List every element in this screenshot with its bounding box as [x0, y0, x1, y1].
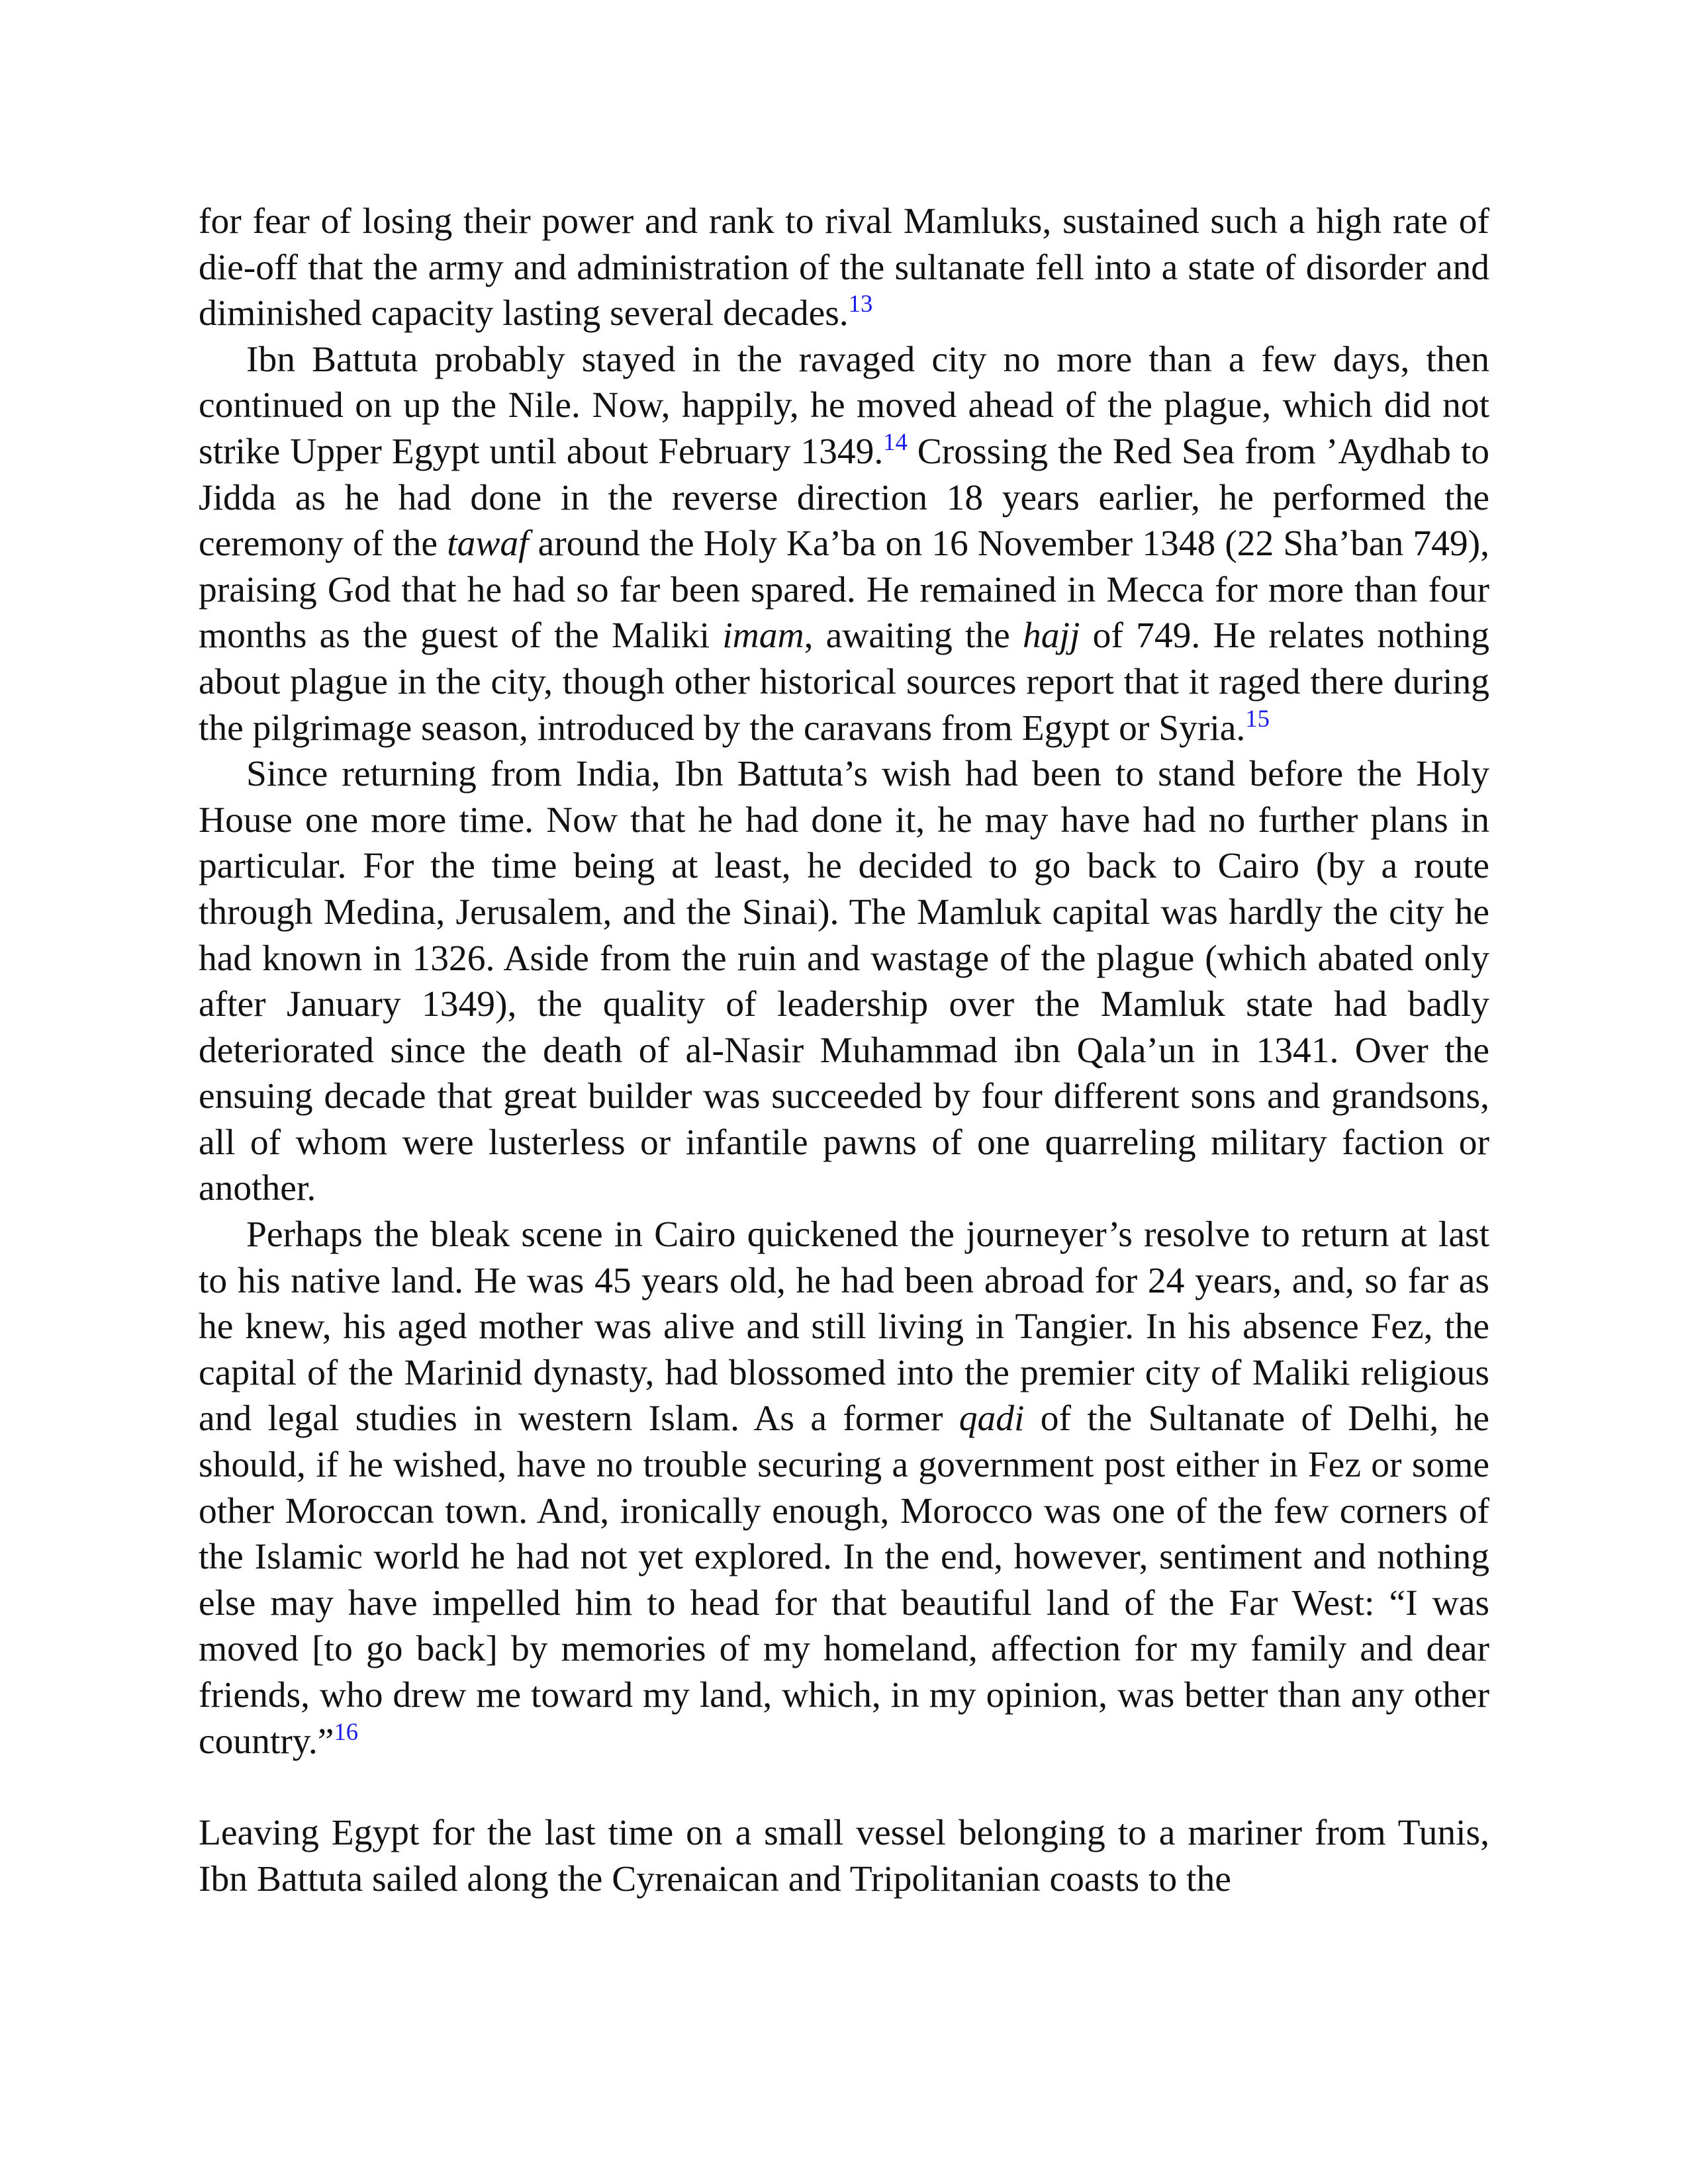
- footnote-ref-15[interactable]: 15: [1245, 704, 1270, 732]
- italic-term: tawaf: [447, 523, 529, 565]
- paragraph-continuation: [199, 199, 1489, 337]
- text-run: Crossing the Red Sea from ’Aydhab to Jidda as he had done in the reverse direction 18 years earlier, he performed the ceremony of the: [199, 431, 1490, 565]
- paragraph-mecca: [199, 337, 1489, 751]
- text-run: of 749. He relates nothing about plague in the city, though other historical sources report that it raged there during the pilgrimage season, introduced by the caravans from Egypt or Syria.: [199, 615, 1489, 749]
- text-run: around the Holy Ka’ba on 16 November 1348 (22 Sha’ban 749), praising God that he had so far been spared. He remained in Mecca for more than four months as the guest of the Maliki: [199, 523, 1490, 657]
- italic-term: hajj: [1023, 615, 1080, 657]
- text-run: Since returning from India, Ibn Battuta’s wish had been to stand before the Holy House one more time. Now that he had done it, he may have had no further plans in particular. For the time being at least, he decided to go back to Cairo (by a route through Medina, Jerusalem, and the Sinai). The Mamluk capital was hardly the city he had known in 1326. Aside from the ruin and wastage of the plague (which abated only after January 1349), the quality of leadership over the Mamluk state had badly deteriorated since the death of al-Nasir Muhammad ibn Qala’un in 1341. Over the ensuing decade that great builder was succeeded by four different sons and grandsons, all of whom were lusterless or infantile pawns of one quarreling military faction or another.: [199, 754, 1489, 1209]
- text-run: Ibn Battuta probably stayed in the ravaged city no more than a few days, then continued on up the Nile. Now, happily, he moved ahead of the plague, which did not strike Upper Egypt until about February 1349.: [199, 339, 1489, 472]
- text-run: of the Sultanate of Delhi, he should, if he wished, have no trouble securing a government post either in Fez or some other Moroccan town. And, ironically enough, Morocco was one of the few corners of the Islamic world he had not yet explored. In the end, however, sentiment and nothing else may have impelled him to head for that beautiful land of the Far West: “I was moved [to go back] by memories of my homeland, affection for my family and dear friends, who drew me toward my land, which, in my opinion, was better than any other country.”: [199, 1398, 1490, 1762]
- text-run: , awaiting the: [804, 615, 1023, 657]
- paragraph-cairo: [199, 751, 1489, 1212]
- footnote-ref-16[interactable]: 16: [334, 1717, 359, 1745]
- paragraph-homeland: [199, 1212, 1489, 1764]
- book-page: [199, 199, 1489, 1902]
- paragraph-leaving-egypt: [199, 1810, 1489, 1902]
- footnote-ref-13[interactable]: 13: [848, 290, 873, 318]
- italic-term: qadi: [959, 1398, 1025, 1439]
- text-run: Leaving Egypt for the last time on a small vessel belonging to a mariner from Tunis, Ibn Battuta sailed along the Cyrenaican and Tripolitanian coasts to the: [199, 1813, 1489, 1899]
- footnote-ref-14[interactable]: 14: [883, 428, 908, 455]
- text-run: for fear of losing their power and rank to rival Mamluks, sustained such a high rate of die-off that the army and administration of the sultanate fell into a state of disorder and diminished capacity lasting several decades.: [199, 201, 1489, 334]
- italic-term: imam: [722, 615, 804, 657]
- text-run: Perhaps the bleak scene in Cairo quickened the journeyer’s resolve to return at last to his native land. He was 45 years old, he had been abroad for 24 years, and, so far as he knew, his aged mother was alive and still living in Tangier. In his absence Fez, the capital of the Marinid dynasty, had blossomed into the premier city of Maliki religious and legal studies in western Islam. As a former: [199, 1214, 1489, 1439]
